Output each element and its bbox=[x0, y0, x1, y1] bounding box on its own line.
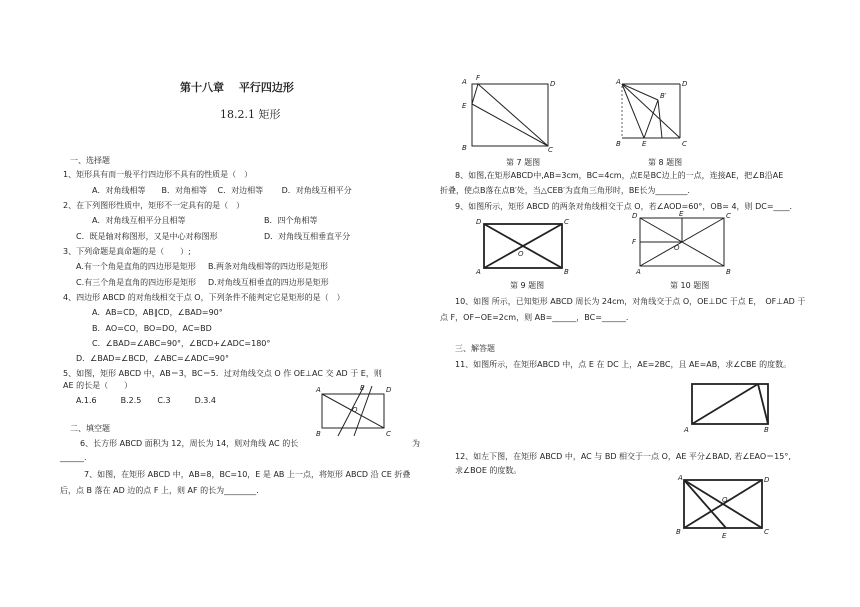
fig9-label-c: C bbox=[564, 218, 569, 226]
fig12 bbox=[674, 472, 774, 542]
fig8-label-c: C bbox=[682, 140, 687, 148]
fig7-label-c: C bbox=[548, 146, 553, 154]
fig8 bbox=[614, 74, 694, 154]
q1-options: A．对角线相等 B．对角相等 C．对边相等 D．对角线互相平分 bbox=[92, 186, 352, 195]
fig10-label-o: O bbox=[674, 244, 680, 252]
q8-text-line1: 8、如图,在矩形ABCD中,AB=3cm，BC=4cm，点E是BC边上的一点，连接AE，把∠B沿AE bbox=[455, 171, 784, 180]
fig9-label-d: D bbox=[476, 218, 482, 226]
q10-text-line2: 点 F，OF−OE=2cm，则 AB=______，BC=______. bbox=[440, 313, 629, 322]
fig11 bbox=[682, 376, 782, 436]
q4-option-a: A．AB=CD，AB∥CD，∠BAD=90° bbox=[92, 308, 223, 317]
fig8-label-d: D bbox=[682, 80, 688, 88]
q7-text-line2: 后，点 B 落在 AD 边的点 F 上，则 AF 的长为________. bbox=[60, 486, 259, 495]
q4-text: 4、四边形 ABCD 的对角线相交于点 O，下列条件不能判定它是矩形的是（ ） bbox=[63, 293, 345, 302]
q5-options: A.1.6 B.2.5 C.3 D.3.4 bbox=[76, 396, 216, 405]
sec1-title: 一、选择题 bbox=[70, 156, 110, 165]
q2-option-a: A．对角线互相平分且相等 bbox=[92, 216, 186, 225]
fig12-label-a: A bbox=[678, 474, 683, 482]
fig10-label-a: A bbox=[636, 268, 641, 276]
q12-text-line2: 求∠BOE 的度数。 bbox=[455, 466, 522, 475]
fig9-label-a: A bbox=[476, 268, 481, 276]
fig10-label-c: C bbox=[726, 212, 731, 220]
q12-text-line1: 12、如左下图，在矩形 ABCD 中，AC 与 BD 相交于一点 O，AE 平分∠BAD, 若∠EAO＝15°, bbox=[455, 452, 791, 461]
fig7-label-b: B bbox=[462, 144, 467, 152]
q3-option-a: A.有一个角是直角的四边形是矩形 bbox=[76, 262, 196, 271]
fig9-caption: 第 9 题图 bbox=[510, 281, 545, 290]
sec3-title: 三、解答题 bbox=[455, 344, 495, 353]
q3-option-d: D.对角线互相垂直的四边形是矩形 bbox=[208, 278, 329, 287]
q3-option-c: C.有三个角是直角的四边形是矩形 bbox=[76, 278, 197, 287]
q3-text: 3、下列命题是真命题的是（ ）; bbox=[63, 247, 191, 256]
fig8-label-a: A bbox=[616, 78, 621, 86]
fig7-caption: 第 7 题图 bbox=[506, 158, 541, 167]
q7-text-line1: 7、如图，在矩形 ABCD 中，AB=8，BC=10，E 是 AB 上一点，将矩形 ABCD 沿 CE 折叠 bbox=[84, 470, 411, 479]
fig10 bbox=[630, 208, 740, 278]
q6-text-end: 为 bbox=[412, 439, 420, 448]
fig12-label-e: E bbox=[722, 532, 727, 540]
q8-text-line2: 折叠，使点B落在点B′处，当△CEB′为直角三角形时，BE长为________. bbox=[440, 186, 690, 195]
fig10-label-b: B bbox=[726, 268, 731, 276]
fig12-label-b: B bbox=[676, 528, 681, 536]
q10-text-line1: 10、如图 所示，已知矩形 ABCD 周长为 24cm，对角线交于点 O，OE⊥DC 于点 E， OF⊥AD 于 bbox=[455, 297, 806, 306]
fig8-label-e: E bbox=[642, 140, 647, 148]
fig11-label-b: B bbox=[764, 426, 769, 434]
q4-option-c: C．∠BAD=∠ABC=90°，∠BCD+∠ADC=180° bbox=[92, 339, 271, 348]
fig8-label-b: B bbox=[616, 140, 621, 148]
section-title: 18.2.1 矩形 bbox=[220, 108, 281, 121]
q3-option-b: B.两条对角线相等的四边形是矩形 bbox=[208, 262, 329, 271]
q6-blank: ______. bbox=[60, 453, 87, 462]
fig8-label-bp: B′ bbox=[660, 92, 667, 100]
fig12-label-d: D bbox=[764, 476, 770, 484]
fig9 bbox=[474, 212, 574, 278]
fig10-label-d: D bbox=[632, 212, 638, 220]
fig7 bbox=[460, 74, 560, 154]
sec2-title: 二、填空题 bbox=[70, 424, 110, 433]
q2-option-d: D．对角线互相垂直平分 bbox=[264, 232, 351, 241]
q5-label-a: A bbox=[316, 386, 321, 394]
q2-option-b: B．四个角相等 bbox=[264, 216, 318, 225]
fig7-label-a: A bbox=[462, 78, 467, 86]
fig8-caption: 第 8 题图 bbox=[648, 158, 683, 167]
q5-text-line2: AE 的长是（ ） bbox=[63, 381, 133, 390]
q5-label-c: C bbox=[386, 430, 391, 438]
q11-text: 11、如图所示，在矩形ABCD 中，点 E 在 DC 上，AE=2BC，且 AE=AB，求∠CBE 的度数。 bbox=[455, 360, 792, 369]
fig9-label-b: B bbox=[564, 268, 569, 276]
q6-text: 6、长方形 ABCD 面积为 12，周长为 14，则对角线 AC 的长 bbox=[80, 439, 299, 448]
chapter-title: 第十八章 平行四边形 bbox=[180, 81, 294, 94]
q5-label-b: B bbox=[316, 430, 321, 438]
q2-text: 2、在下列图形性质中，矩形不一定具有的是（ ） bbox=[63, 201, 245, 210]
q5-text-line1: 5、如图，矩形 ABCD 中，AB＝3，BC＝5．过对角线交点 O 作 OE⊥AC 交 AD 于 E，则 bbox=[63, 369, 382, 378]
fig11-label-a: A bbox=[684, 426, 689, 434]
fig9-label-o: O bbox=[518, 250, 524, 258]
q4-option-b: B．AO=CO，BO=DO，AC=BD bbox=[92, 324, 212, 333]
fig10-caption: 第 10 题图 bbox=[670, 281, 710, 290]
fig7-label-e: E bbox=[462, 102, 467, 110]
q1-text: 1、矩形具有而一般平行四边形不具有的性质是（ ） bbox=[63, 170, 253, 179]
q5-label-e: E bbox=[360, 384, 365, 392]
fig12-label-c: C bbox=[764, 528, 769, 536]
q5-label-o: O bbox=[352, 406, 358, 414]
fig10-label-f: F bbox=[632, 238, 637, 246]
q2-option-c: C．既是轴对称图形，又是中心对称图形 bbox=[76, 232, 218, 241]
q5-figure bbox=[314, 384, 394, 444]
fig7-label-f: F bbox=[476, 74, 481, 82]
fig7-label-d: D bbox=[550, 80, 556, 88]
q4-option-d: D．∠BAD=∠BCD，∠ABC=∠ADC=90° bbox=[76, 354, 229, 363]
q5-label-d: D bbox=[386, 386, 392, 394]
fig10-label-e: E bbox=[679, 210, 684, 218]
q9-text: 9、如图所示，矩形 ABCD 的两条对角线相交于点 O，若∠AOD=60°，OB= 4，则 DC=____． bbox=[455, 202, 798, 211]
fig12-label-o: O bbox=[722, 496, 728, 504]
